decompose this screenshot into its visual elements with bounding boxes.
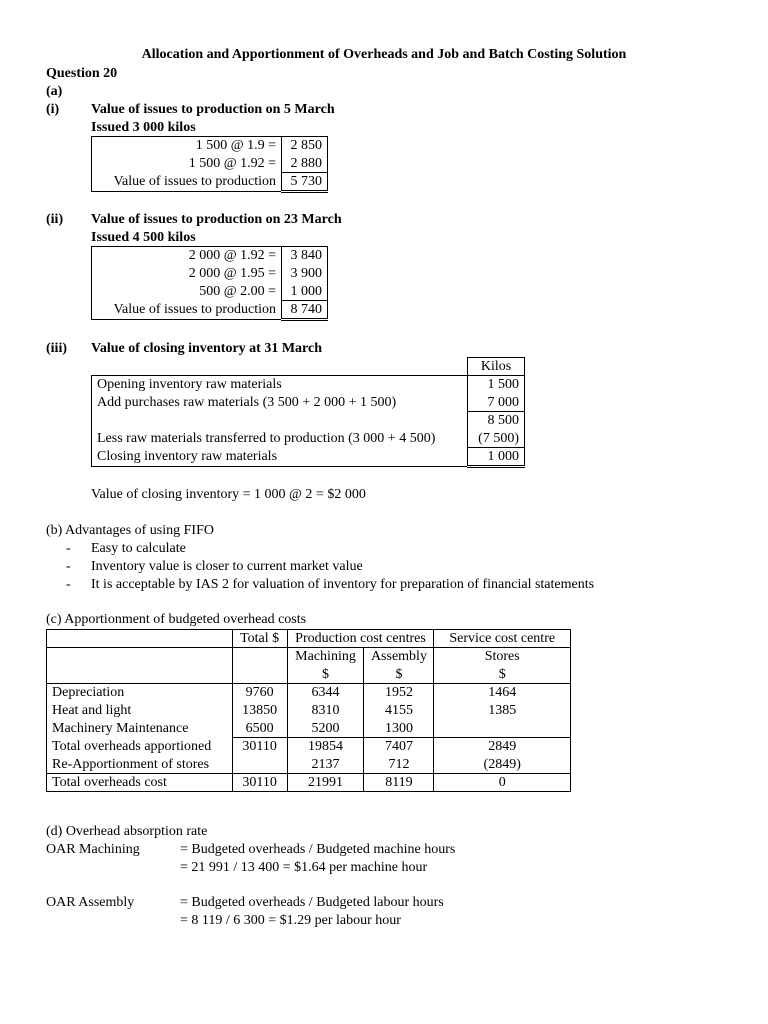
- row-value: 1 500: [468, 376, 525, 394]
- table-row: [92, 301, 328, 320]
- row-total: 5 730: [282, 173, 328, 192]
- row-label: Re-Apportionment of stores: [47, 756, 233, 774]
- col-service-header: Service cost centre: [434, 630, 571, 648]
- cell-total: 30110: [232, 738, 287, 756]
- col-assembly-header: Assembly: [364, 648, 434, 666]
- row-value: 3 900: [290, 266, 322, 281]
- table-row: [92, 247, 328, 265]
- row-label: Less raw materials transferred to production (3 000 + 4 500): [92, 430, 468, 448]
- oar-machining-label: OAR Machining: [46, 842, 140, 857]
- list-item: Inventory value is closer to current market value: [91, 559, 363, 574]
- cell-stores: (2849): [434, 756, 571, 774]
- cell-machining: 6344: [287, 684, 364, 702]
- unit-header: Kilos: [468, 358, 525, 376]
- row-label: Depreciation: [47, 684, 233, 702]
- cell-assembly: 1300: [364, 720, 434, 738]
- cell-total: [232, 756, 287, 774]
- table-row: [47, 702, 571, 720]
- part-i-number: (i): [46, 102, 60, 117]
- cell-total: 13850: [232, 702, 287, 720]
- table-row: [92, 358, 525, 376]
- row-total: 1 000: [468, 448, 525, 467]
- part-i-subheading: Issued 3 000 kilos: [91, 120, 196, 135]
- bullet-dash: -: [66, 559, 71, 574]
- cell-total: 6500: [232, 720, 287, 738]
- fifo-heading: (b) Advantages of using FIFO: [46, 523, 214, 538]
- table-row: [92, 265, 328, 283]
- cell-machining: 8310: [287, 702, 364, 720]
- row-value: 2 880: [290, 155, 322, 171]
- cell-stores: 1385: [434, 702, 571, 720]
- list-item: It is acceptable by IAS 2 for valuation of inventory for preparation of financial statements: [91, 577, 595, 592]
- cell-stores: 1464: [434, 684, 571, 702]
- row-value: 2 850: [290, 138, 322, 154]
- currency-label: $: [364, 666, 434, 684]
- table-row: [47, 738, 571, 756]
- table-header-row: [47, 666, 571, 684]
- row-label: Machinery Maintenance: [47, 720, 233, 738]
- cell-machining: 5200: [287, 720, 364, 738]
- cell-assembly: 712: [364, 756, 434, 774]
- row-value: (7 500): [468, 430, 525, 448]
- cell-stores: 0: [434, 774, 571, 792]
- part-iii-number: (iii): [46, 341, 67, 356]
- table-row: [47, 756, 571, 774]
- oar-assembly-label: OAR Assembly: [46, 895, 135, 910]
- row-label: Value of issues to production: [92, 301, 282, 320]
- apportionment-heading: (c) Apportionment of budgeted overhead costs: [46, 612, 307, 627]
- part-i-heading: Value of issues to production on 5 March: [91, 102, 335, 117]
- part-ii-subheading: Issued 4 500 kilos: [91, 230, 196, 245]
- part-ii-number: (ii): [46, 212, 64, 227]
- currency-label: $: [287, 666, 364, 684]
- table-row: [47, 774, 571, 792]
- bullet-dash: -: [66, 577, 71, 592]
- cell-machining: 2137: [287, 756, 364, 774]
- row-value: 7 000: [468, 394, 525, 412]
- table-row: [47, 720, 571, 738]
- row-label: 2 000 @ 1.92 =: [92, 247, 282, 265]
- row-label: 500 @ 2.00 =: [92, 283, 282, 301]
- table-row: [47, 684, 571, 702]
- table-row: [92, 394, 525, 412]
- table-row: [92, 430, 525, 448]
- row-label: Opening inventory raw materials: [92, 376, 468, 394]
- table-row: [92, 448, 525, 467]
- cell-stores: [434, 720, 571, 738]
- oar-machining-calc: = 21 991 / 13 400 = $1.64 per machine hour: [180, 860, 428, 875]
- cell-assembly: 8119: [364, 774, 434, 792]
- row-label: 1 500 @ 1.9 =: [92, 137, 282, 155]
- table-header-row: [47, 630, 571, 648]
- col-machining-header: Machining: [287, 648, 364, 666]
- table-row: [92, 137, 328, 155]
- question-number: Question 20: [46, 66, 118, 81]
- row-label: 1 500 @ 1.92 =: [92, 155, 282, 173]
- table-row: [92, 283, 328, 301]
- row-label: 2 000 @ 1.95 =: [92, 265, 282, 283]
- row-label: [92, 412, 468, 430]
- page-title: Allocation and Apportionment of Overheads and Job and Batch Costing Solution: [141, 47, 627, 62]
- table-row: [92, 376, 525, 394]
- table-row: [92, 155, 328, 173]
- col-production-header: Production cost centres: [287, 630, 434, 648]
- issues-5-march-table: [91, 136, 328, 193]
- row-value: 1 000: [290, 283, 322, 299]
- row-total: 8 740: [282, 301, 328, 320]
- row-label: Add purchases raw materials (3 500 + 2 000 + 1 500): [92, 394, 468, 412]
- row-label: Total overheads cost: [47, 774, 233, 792]
- part-a-label: (a): [46, 84, 63, 99]
- closing-inventory-value: Value of closing inventory = 1 000 @ 2 = $2 000: [91, 487, 366, 502]
- table-row: [92, 173, 328, 192]
- table-row: [92, 412, 525, 430]
- currency-label: $: [434, 666, 571, 684]
- row-label: Heat and light: [47, 702, 233, 720]
- table-header-row: [47, 648, 571, 666]
- cell-machining: 19854: [287, 738, 364, 756]
- cell-total: 30110: [232, 774, 287, 792]
- cell-machining: 21991: [287, 774, 364, 792]
- cell-stores: 2849: [434, 738, 571, 756]
- list-item: Easy to calculate: [91, 541, 186, 556]
- oar-assembly-formula: = Budgeted overheads / Budgeted labour hours: [180, 895, 444, 910]
- row-label: Value of issues to production: [92, 173, 282, 192]
- row-label: Closing inventory raw materials: [92, 448, 468, 467]
- cell-assembly: 1952: [364, 684, 434, 702]
- row-value: 8 500: [468, 412, 525, 430]
- row-value: 3 840: [290, 248, 322, 264]
- oar-heading: (d) Overhead absorption rate: [46, 824, 208, 839]
- cell-total: 9760: [232, 684, 287, 702]
- cell-assembly: 4155: [364, 702, 434, 720]
- col-total-header: Total $: [232, 630, 287, 648]
- oar-machining-formula: = Budgeted overheads / Budgeted machine hours: [180, 842, 456, 857]
- closing-inventory-table: [91, 357, 525, 468]
- col-stores-header: Stores: [434, 648, 571, 666]
- row-label: Total overheads apportioned: [47, 738, 233, 756]
- issues-23-march-table: [91, 246, 328, 321]
- part-ii-heading: Value of issues to production on 23 March: [91, 212, 342, 227]
- cell-assembly: 7407: [364, 738, 434, 756]
- part-iii-heading: Value of closing inventory at 31 March: [91, 341, 322, 356]
- bullet-dash: -: [66, 541, 71, 556]
- overhead-apportionment-table: [46, 629, 571, 792]
- oar-assembly-calc: = 8 119 / 6 300 = $1.29 per labour hour: [180, 913, 401, 928]
